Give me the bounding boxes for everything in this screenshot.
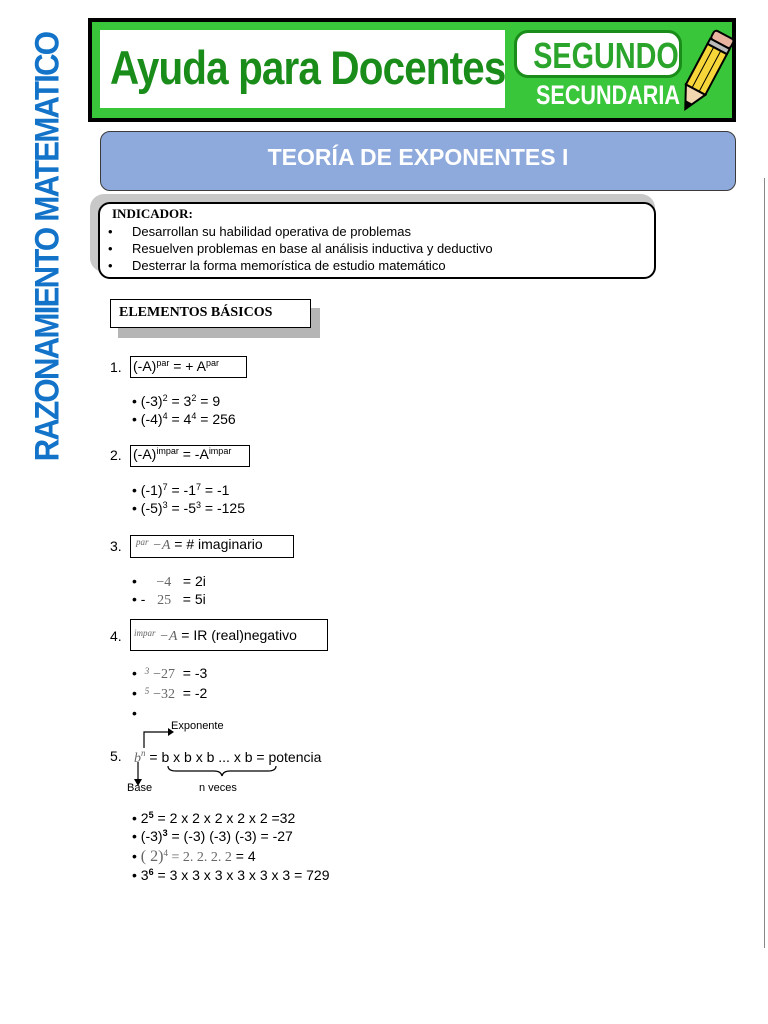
- grade-text: SEGUNDO: [533, 35, 679, 76]
- header-banner: [88, 18, 736, 122]
- rule-number: 1.: [110, 359, 122, 375]
- level-text: SECUNDARIA: [536, 80, 681, 110]
- rule-formula: $^{impar}$ −A = IR (real)negativo: [134, 627, 297, 644]
- section-title: ELEMENTOS BÁSICOS: [119, 305, 273, 320]
- example-item: • $(-4)^4 = 4^4 = 256$: [132, 411, 236, 427]
- example-item: • ( 2)$^4$ = 2. 2. 2. 2 = 4: [132, 848, 256, 865]
- rule-number: 4.: [110, 628, 122, 644]
- brand-title: Ayuda para Docentes: [110, 41, 506, 94]
- title-bar: [100, 131, 736, 191]
- exponent-label: Exponente: [171, 720, 224, 732]
- times-label: n veces: [199, 782, 237, 794]
- indicator-item: • Desterrar la forma memorística de estudio matemático: [108, 257, 493, 274]
- exponent-arrow: [140, 726, 174, 750]
- example-item: • −4 = 2i: [132, 573, 206, 590]
- indicator-item: • Resuelven problemas en base al análisis inductiva y deductivo: [108, 240, 493, 257]
- rule-formula: $(-A)^{par}$ = + $A^{par}$: [133, 358, 219, 374]
- example-item: • $2^5 = 2$ x 2 x 2 x 2 x 2 =32: [132, 810, 296, 826]
- rule-number: 5.: [110, 748, 122, 764]
- brand-panel: [100, 30, 505, 108]
- grade-badge: [514, 30, 682, 78]
- example-item: • $(-5)^3 = -5^3 = -125$: [132, 500, 245, 516]
- example-item: • $(-3)^2 = 3^2 = 9$: [132, 393, 221, 409]
- side-label: RAZONAMIENTO MATEMATICO: [28, 32, 67, 462]
- rule-formula: $^{par}$ −A = # imaginario: [136, 536, 263, 553]
- page-title: TEORÍA DE EXPONENTES I: [267, 144, 569, 170]
- section-header: [110, 299, 311, 328]
- base-label: Base: [127, 782, 153, 794]
- header-banner-background: [92, 22, 732, 118]
- indicator-heading: INDICADOR:: [112, 206, 193, 221]
- indicator-item: • Desarrollan su habilidad operativa de problemas: [108, 223, 493, 240]
- page-margin-line: [764, 178, 765, 948]
- rule-number: 2.: [110, 447, 122, 463]
- times-brace: [166, 764, 278, 778]
- indicator-list: [108, 223, 493, 274]
- rule-formula: $(-A)^{impar} = -A^{impar}$: [133, 446, 232, 462]
- example-item: • $^5$ −32 = -2: [132, 685, 208, 702]
- example-item-empty: •: [132, 705, 137, 721]
- rule-number: 3.: [110, 538, 122, 554]
- example-item: • $(-1)^7 = -1^7 = -1$: [132, 482, 230, 498]
- example-item: • $^3$ −27 = -3: [132, 665, 208, 682]
- pencil-icon: [674, 24, 736, 120]
- example-item: • $(-3)^3 = (-3)$ (-3) (-3) = -27: [132, 828, 293, 844]
- indicator-box: [98, 202, 656, 279]
- example-item: • $3^6 = 3$ x 3 x 3 x 3 x 3 x 3 = 729: [132, 867, 330, 883]
- example-item: • - 25 = 5i: [132, 591, 206, 608]
- rule-formula: $b^n = b$ x b x b ... x b = potencia: [134, 748, 322, 766]
